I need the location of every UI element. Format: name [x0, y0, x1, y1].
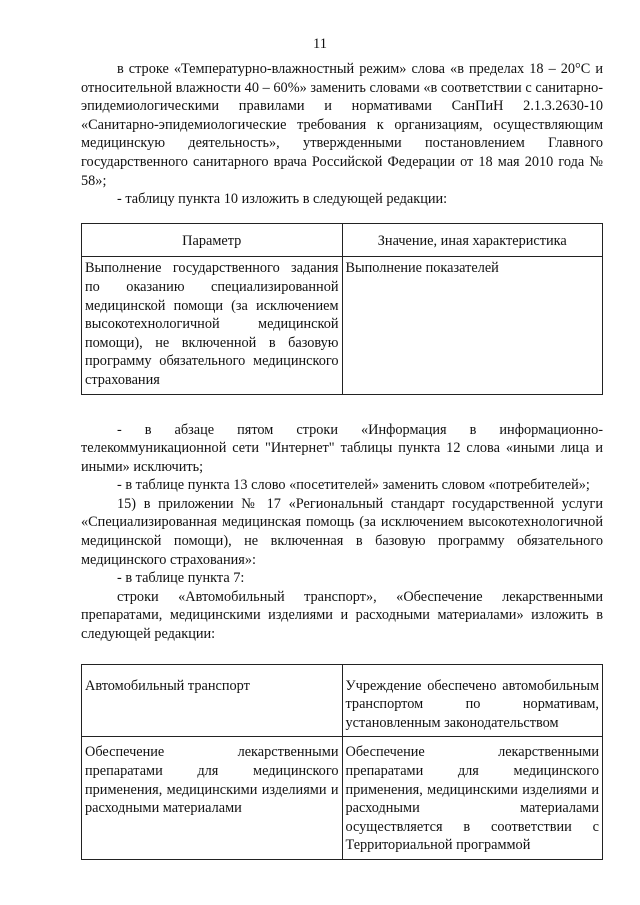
table-point-10 [81, 223, 603, 395]
table-row [82, 257, 603, 394]
header-value: Значение, иная характеристика [342, 223, 603, 257]
paragraph-appendix-17: 15) в приложении № 17 «Региональный стандарт государственной услуги «Специализированная медицинская помощь (за исключением высокотехнологичной медицинской помощи), не включенная в базовую программу обязательного медицинского страхования»: [81, 495, 603, 568]
paragraph-table-7: - в таблице пункта 7: [117, 570, 245, 587]
cell-parameter: Обеспечение лекарственными препаратами для медицинского применения, медицинскими изделиями и расходными материалами [82, 737, 343, 860]
header-parameter: Параметр [82, 223, 343, 257]
page-number: 11 [313, 36, 327, 52]
cell-parameter: Выполнение государственного задания по оказанию специализированной медицинской помощи (за исключением высокотехнологичной медицинской помощи), не включенной в базовую программу обязательного медицинского страхования [82, 257, 343, 394]
paragraph-table-13: - в таблице пункта 13 слово «посетителей» заменить словом «потребителей»; [117, 477, 590, 494]
table-row [82, 664, 603, 737]
cell-parameter: Автомобильный транспорт [82, 664, 343, 737]
cell-value: Обеспечение лекарственными препаратами для медицинского применения, медицинскими изделиями и расходными материалами осуществляется в соответствии с Территориальной программой [342, 737, 603, 860]
cell-value: Выполнение показателей [342, 257, 603, 394]
paragraph-rows-edit: строки «Автомобильный транспорт», «Обеспечение лекарственными препаратами, медицинскими изделиями и расходными материалами» изложить в следующей редакции: [81, 588, 603, 643]
cell-value: Учреждение обеспечено автомобильным транспортом по нормативам, установленным законодательством [342, 664, 603, 737]
table-row [82, 737, 603, 860]
table-header-row [82, 223, 603, 257]
paragraph-temperature-regime: в строке «Температурно-влажностный режим» слова «в пределах 18 – 20°С и относительной влажности 40 – 60%» заменить словами «в соответствии с санитарно-эпидемиологическими правилами и нормативами СанПиН 2.1.3.2630-10 «Санитарно-эпидемиологические требования к организациям, осуществляющим медицинскую деятельность», утвержденными постановлением Главного государственного санитарного врача Российской Федерации от 18 мая 2010 года № 58»; [81, 61, 603, 189]
table-point-7 [81, 664, 603, 860]
paragraph-table-10-intro: - таблицу пункта 10 изложить в следующей редакции: [117, 191, 448, 208]
paragraph-table-12: - в абзаце пятом строки «Информация в информационно-телекоммуникационной сети "Интернет" таблицы пункта 12 слова «иными лица и иными» исключить; [81, 421, 603, 475]
document-body [81, 60, 603, 860]
